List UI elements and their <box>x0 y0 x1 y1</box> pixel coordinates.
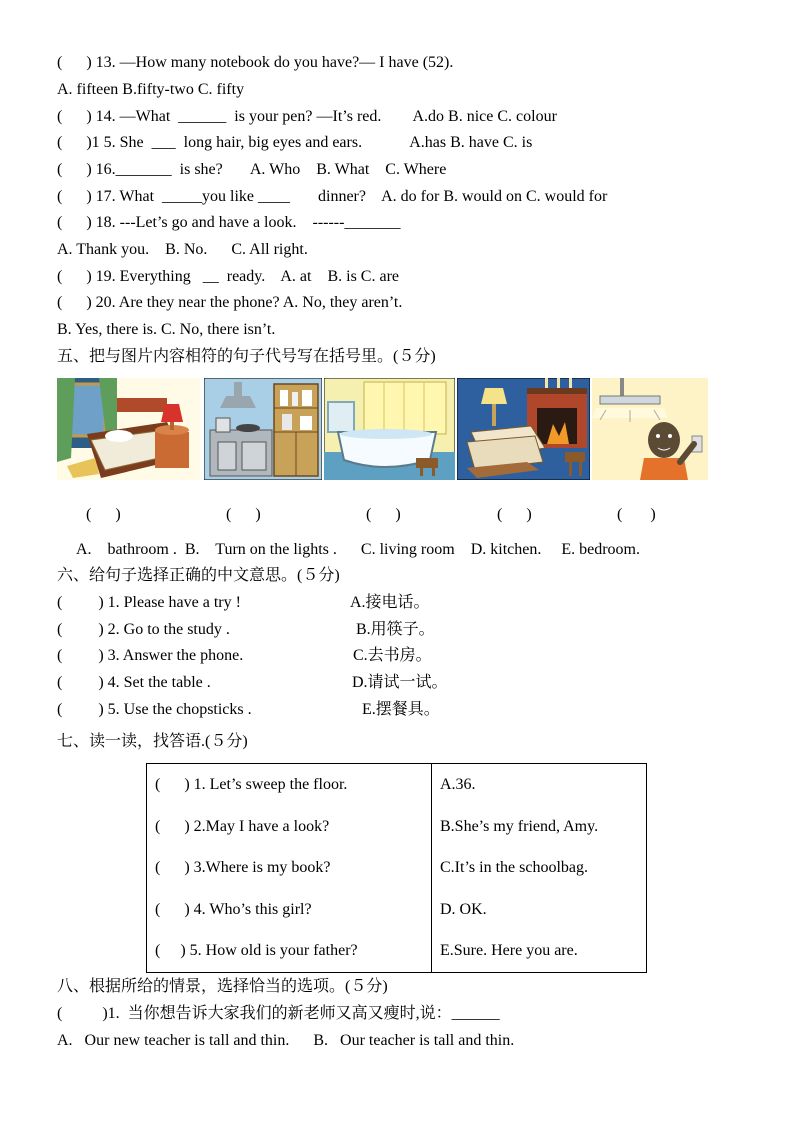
section-5-options: A. bathroom . B. Turn on the lights . C. living room D. kitchen. E. bedroom. <box>76 541 640 558</box>
picture-4-answer-bracket[interactable]: ( ) <box>497 506 532 523</box>
picture-2-answer-bracket[interactable]: ( ) <box>226 506 261 523</box>
section-7-question-5: ( ) 5. How old is your father? <box>155 942 358 960</box>
turn-on-lights-picture <box>592 378 708 480</box>
question-16: ( ) 16._______ is she? A. Who B. What C. Where <box>57 161 447 178</box>
section-7-question-3: ( ) 3.Where is my book? <box>155 859 331 877</box>
section-7-question-1: ( ) 1. Let’s sweep the floor. <box>155 776 348 793</box>
section-7-answer-c: C.It’s in the schoolbag. <box>440 859 588 877</box>
bedroom-picture <box>57 378 200 480</box>
section-6-answer-a: A.接电话。 <box>350 594 430 611</box>
question-13: ( ) 13. —How many notebook do you have?— I have (52). <box>57 54 454 71</box>
section-7-answer-d: D. OK. <box>440 900 487 918</box>
section-6-question-1: ( ) 1. Please have a try ! <box>57 594 241 611</box>
question-15: ( )1 5. She ___ long hair, big eyes and ears. A.has B. have C. is <box>57 134 533 151</box>
section-8-question-1: ( )1. 当你想告诉大家我们的新老师又高又瘦时,说：______ <box>57 1005 500 1022</box>
section-7-title: 七、读一读，找答语.(５分) <box>57 733 248 750</box>
section-7-answer-a: A.36. <box>440 776 476 793</box>
section-7-matching-table <box>146 763 647 973</box>
section-6-question-4: ( ) 4. Set the table . <box>57 674 211 691</box>
question-20-options: B. Yes, there is. C. No, there isn’t. <box>57 321 276 338</box>
question-17: ( ) 17. What _____you like ____ dinner? A. do for B. would on C. would for <box>57 188 608 205</box>
picture-1-answer-bracket[interactable]: ( ) <box>86 506 121 523</box>
answers-column <box>432 764 647 973</box>
living-room-picture <box>457 378 590 480</box>
question-13-options: A. fifteen B.fifty-two C. fifty <box>57 81 245 98</box>
question-18-options: A. Thank you. B. No. C. All right. <box>57 241 308 258</box>
section-5-title: 五、把与图片内容相符的句子代号写在括号里。(５分) <box>57 348 436 365</box>
picture-5-answer-bracket[interactable]: ( ) <box>617 506 656 523</box>
section-6-answer-e: E.摆餐具。 <box>362 701 440 718</box>
section-6-answer-b: B.用筷子。 <box>356 621 435 638</box>
picture-3-answer-bracket[interactable]: ( ) <box>366 506 401 523</box>
section-7-question-2: ( ) 2.May I have a look? <box>155 817 330 835</box>
question-19: ( ) 19. Everything __ ready. A. at B. is C. are <box>57 268 400 285</box>
bathroom-picture <box>324 378 455 480</box>
section-7-answer-e: E.Sure. Here you are. <box>440 942 578 960</box>
question-18: ( ) 18. ---Let’s go and have a look. ------_______ <box>57 214 401 231</box>
section-6-title: 六、给句子选择正确的中文意思。(５分) <box>57 567 340 584</box>
section-6-answer-c: C.去书房。 <box>353 647 432 664</box>
section-6-question-2: ( ) 2. Go to the study . <box>57 621 230 638</box>
section-8-question-1-options: A. Our new teacher is tall and thin. B. Our teacher is tall and thin. <box>57 1032 515 1049</box>
kitchen-picture <box>204 378 322 480</box>
question-20: ( ) 20. Are they near the phone? A. No, they aren’t. <box>57 294 403 311</box>
section-8-title: 八、根据所给的情景，选择恰当的选项。(５分) <box>57 978 388 995</box>
questions-column <box>147 764 432 973</box>
section-7-answer-b: B.She’s my friend, Amy. <box>440 817 599 835</box>
question-14: ( ) 14. —What ______ is your pen? —It’s red. A.do B. nice C. colour <box>57 108 557 125</box>
section-6-answer-d: D.请试一试。 <box>352 674 448 691</box>
section-6-question-3: ( ) 3. Answer the phone. <box>57 647 244 664</box>
section-7-question-4: ( ) 4. Who’s this girl? <box>155 900 312 918</box>
section-6-question-5: ( ) 5. Use the chopsticks . <box>57 701 252 718</box>
